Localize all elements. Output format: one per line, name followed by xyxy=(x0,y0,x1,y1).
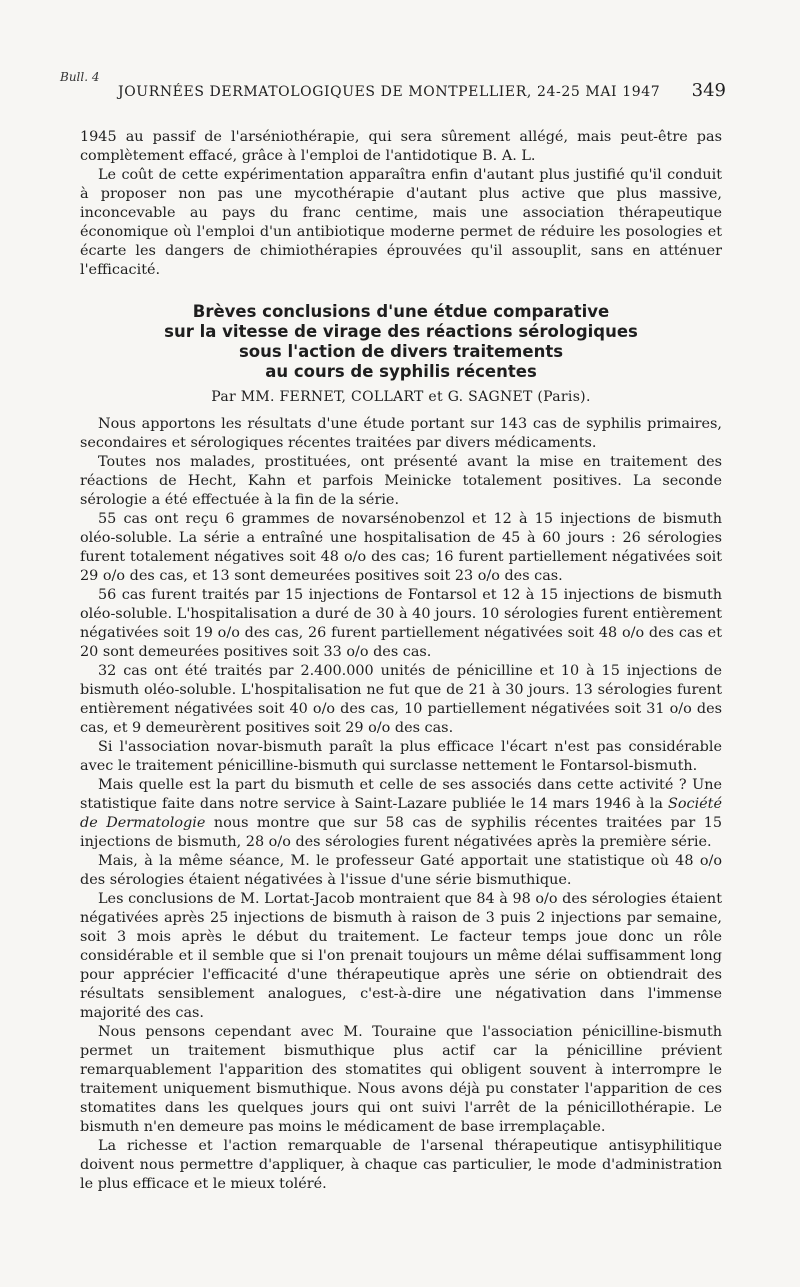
body-paragraph-9: Les conclusions de M. Lortat-Jacob montraient que 84 à 98 o/o des sérologies étaient négativées après 25 injections de bismuth à raison de 3 puis 2 injections par semaine, soit 3 mois après le début du traitement. Le facteur temps joue donc un rôle considérable et il semble que si l'on prenait toujours un même délai suffisamment long pour apprécier l'efficacité d'une thérapeutique après une série on obtiendrait des résultats sensiblement analogues, c'est-à-dire une négativation dans l'immense majorité des cas. xyxy=(80,891,722,1021)
article-title xyxy=(80,302,722,382)
body-paragraph-7-start: Mais quelle est la part du bismuth et celle de ses associés dans cette activité ? Une statistique faite dans notre service à Saint-Lazare publiée le 14 mars 1946 à la xyxy=(80,777,722,812)
journal-abbreviation: Bull. 4 xyxy=(60,70,100,84)
body-paragraph-5: 32 cas ont été traités par 2.400.000 unités de pénicilline et 10 à 15 injections de bismuth oléo-soluble. L'hospitalisation ne fut que de 21 à 30 jours. 13 sérologies furent entièrement négativées soit 40 o/o des cas, 10 partiellement négativées soit 31 o/o des cas, et 9 demeurèrent positives soit 29 o/o des cas. xyxy=(80,663,722,736)
article-title-line: Brèves conclusions d'une étdue comparative xyxy=(192,302,610,321)
body-paragraph-7 xyxy=(80,776,722,852)
running-title: JOURNÉES DERMATOLOGIQUES DE MONTPELLIER, 24-25 MAI 1947 xyxy=(118,84,661,100)
body-paragraph-1: Nous apportons les résultats d'une étude portant sur 143 cas de syphilis primaires, secondaires et sérologiques récentes traitées par divers médicaments. xyxy=(80,416,722,451)
article-title-line: au cours de syphilis récentes xyxy=(265,362,537,381)
article-authors: Par MM. FERNET, COLLART et G. SAGNET (Paris). xyxy=(211,389,591,405)
body-paragraph-11: La richesse et l'action remarquable de l'arsenal thérapeutique antisyphilitique doivent nous permettre d'appliquer, à chaque cas particulier, le mode d'administration le plus efficace et le mieux toléré. xyxy=(80,1138,722,1192)
body-paragraph-10: Nous pensons cependant avec M. Touraine que l'association pénicilline-bismuth permet un traitement bismuthique plus actif car la pénicilline prévient remarquablement l'apparition des stomatites qui obligent souvent à interrompre le traitement uniquement bismuthique. Nous avons déjà pu constater l'apparition de ces stomatites dans les quelques jours qui ont suivi l'arrêt de la pénicillothérapie. Le bismuth n'en demeure pas moins le médicament de base irremplaçable. xyxy=(80,1024,722,1135)
body-paragraph-3: 55 cas ont reçu 6 grammes de novarsénobenzol et 12 à 15 injections de bismuth oléo-soluble. La série a entraîné une hospitalisation de 45 à 60 jours : 26 sérologies furent totalement négatives soit 48 o/o des cas; 16 furent partiellement négativées soit 29 o/o des cas, et 13 sont demeurées positives soit 23 o/o des cas. xyxy=(80,511,722,584)
article-title-line: sous l'action de divers traitements xyxy=(238,342,564,361)
page-number: 349 xyxy=(691,80,726,101)
running-head xyxy=(118,80,726,101)
body-paragraph-2: Toutes nos malades, prostituées, ont présenté avant la mise en traitement des réactions de Hecht, Kahn et parfois Meinicke totalement positives. La seconde sérologie a été effectuée à la fin de la série. xyxy=(80,454,722,508)
body-paragraph-4: 56 cas furent traités par 15 injections de Fontarsol et 12 à 15 injections de bismuth oléo-soluble. L'hospitalisation a duré de 30 à 40 jours. 10 sérologies furent entièrement négativées soit 19 o/o des cas, 26 furent partiellement négativées soit 48 o/o des cas et 20 sont demeurées positives soit 33 o/o des cas. xyxy=(80,587,722,660)
intro-paragraph-1: 1945 au passif de l'arséniothérapie, qui sera sûrement allégé, mais peut-être pas complètement effacé, grâce à l'emploi de l'antidotique B. A. L. xyxy=(80,129,722,164)
society-name: Société de Dermatologie xyxy=(80,796,722,831)
article-title-line: sur la vitesse de virage des réactions sérologiques xyxy=(164,322,638,341)
body-paragraph-7-end: nous montre que sur 58 cas de syphilis récentes traitées par 15 injections de bismuth, 28 o/o des sérologies furent négativées après la première série. xyxy=(80,815,723,850)
page-body xyxy=(80,128,722,1194)
body-paragraph-6: Si l'association novar-bismuth paraît la plus efficace l'écart n'est pas considérable avec le traitement pénicilline-bismuth qui surclasse nettement le Fontarsol-bismuth. xyxy=(80,739,722,774)
body-paragraph-8: Mais, à la même séance, M. le professeur Gaté apportait une statistique où 48 o/o des sérologies étaient négativées à l'issue d'une série bismuthique. xyxy=(80,853,722,888)
intro-paragraph-2: Le coût de cette expérimentation apparaîtra enfin d'autant plus justifié qu'il conduit à proposer non pas une mycothérapie d'autant plus active que plus massive, inconcevable au pays du franc centime, mais une association thérapeutique économique où l'emploi d'un antibiotique moderne permet de réduire les posologies et écarte les dangers de chimiothérapies éprouvées qu'il assouplit, sans en atténuer l'efficacité. xyxy=(80,167,722,278)
